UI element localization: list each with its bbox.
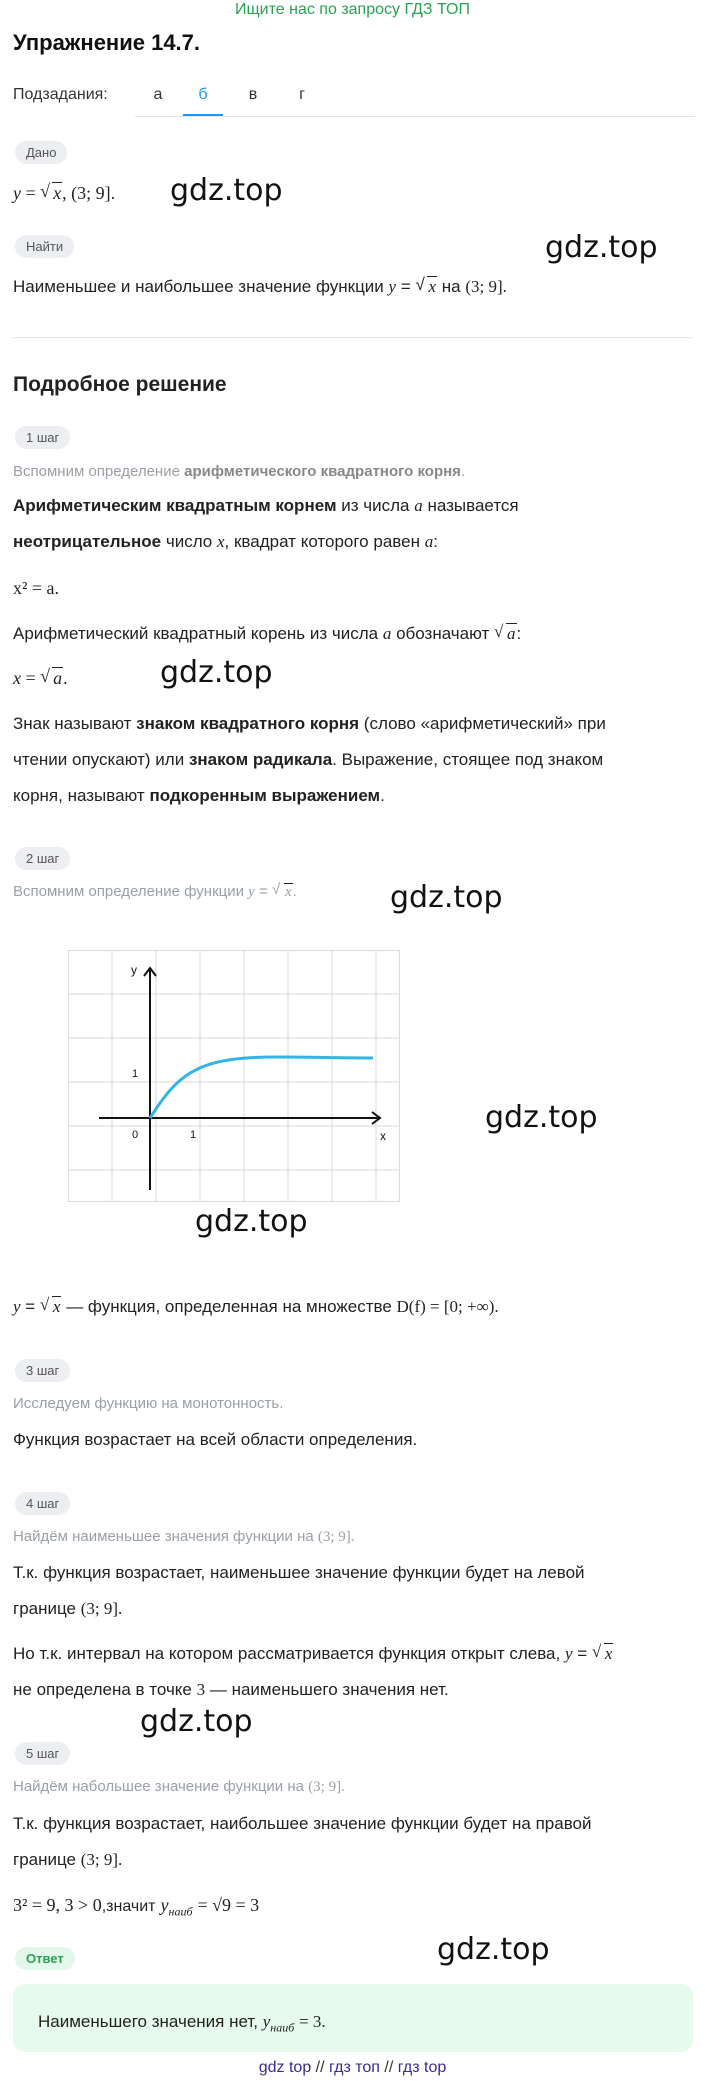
watermark: gdz.top (485, 1100, 598, 1135)
step3-text: Функция возрастает на всей области определения. (13, 1430, 418, 1449)
tabs-divider (135, 116, 695, 117)
step1-sign-line2: чтении опускают) или знаком радикала. Выражение, стоящее под знаком (13, 750, 604, 769)
step1-def-line1: Арифметическим квадратным корнем из числа a называется (13, 496, 519, 515)
step2-tag: 2 шаг (15, 847, 70, 870)
step2-domain: y = √ x — функция, определенная на множестве D(f) = [0; +∞). (13, 1295, 499, 1316)
step1-hint: Вспомним определение арифметического квадратного корня. (13, 463, 466, 480)
watermark: gdz.top (140, 1704, 253, 1739)
step4-line4: не определена в точке 3 — наименьшего значения нет. (13, 1680, 449, 1699)
watermark: gdz.top (437, 1932, 550, 1967)
step1-tag: 1 шаг (15, 426, 70, 449)
footer-links (0, 2059, 705, 2077)
step5-tag: 5 шаг (15, 1742, 70, 1765)
graph-ytick: 1 (132, 1068, 139, 1080)
step1-eq2: x = √ a. (13, 666, 68, 688)
step5-line1: Т.к. функция возрастает, наибольшее значение функции будет на правой (13, 1814, 592, 1833)
watermark: gdz.top (160, 655, 273, 690)
footer-link-1[interactable]: gdz top (258, 2059, 312, 2076)
graph-axes (99, 968, 380, 1190)
step5-calc: 3² = 9, 3 > 0,значит $y_{наиб} = √9 = 3$ (13, 1895, 260, 1919)
step4-line2: границе (3; 9]. (13, 1599, 123, 1618)
watermark: gdz.top (545, 230, 658, 265)
sqrt-curve (150, 1057, 373, 1118)
watermark: gdz.top (170, 173, 283, 208)
step1-notation: Арифметический квадратный корень из числа a обозначают √ a: (13, 622, 522, 643)
step3-hint: Исследуем функцию на монотонность. (13, 1395, 284, 1412)
graph-ylabel: y (131, 963, 137, 977)
graph-origin: 0 (132, 1129, 139, 1141)
graph-xlabel: x (380, 1129, 386, 1143)
sqrt-graph (68, 950, 400, 1202)
watermark: gdz.top (390, 880, 503, 915)
step4-hint: Найдём наименьшее значения функции на (3; 9]. (13, 1528, 355, 1545)
step4-tag: 4 шаг (15, 1492, 70, 1515)
solution-title: Подробное решение (13, 373, 227, 396)
footer-sep: // (315, 2059, 325, 2076)
page-title: Упражнение 14.7. (13, 30, 201, 55)
step3-tag: 3 шаг (15, 1359, 70, 1382)
step5-line2: границе (3; 9]. (13, 1850, 123, 1869)
step5-hint: Найдём набольшее значение функции на (3; 9]. (13, 1778, 345, 1795)
tab-g[interactable]: г (299, 86, 305, 103)
answer-text: Наименьшего значения нет, $y_{наиб} = 3$. (38, 2012, 326, 2035)
find-tag: Найти (15, 235, 74, 258)
step4-line3: Но т.к. интервал на котором рассматривается функция открыт слева, y = √ x (13, 1642, 613, 1663)
tab-b[interactable]: б (198, 86, 208, 103)
given-tag: Дано (15, 141, 67, 164)
footer-sep: // (384, 2059, 394, 2076)
top-banner[interactable]: Ищите нас по запросу ГДЗ ТОП (235, 1, 470, 18)
step2-hint: Вспомним определение функции y = √ x. (13, 881, 297, 900)
given-expr: y = √ x, (3; 9]. (13, 181, 116, 203)
step1-sign-line1: Знак называют знаком квадратного корня (слово «арифметический» при (13, 714, 606, 733)
subtasks-label: Подзадания: (13, 86, 108, 103)
step4-line1: Т.к. функция возрастает, наименьшее значение функции будет на левой (13, 1563, 585, 1582)
find-text: Наименьшее и наибольшее значение функции y = √ x на (3; 9]. (13, 275, 507, 296)
section-divider (13, 337, 693, 338)
step1-def-line2: неотрицательное число x, квадрат которого равен a: (13, 532, 438, 551)
watermark: gdz.top (195, 1204, 308, 1239)
answer-tag: Ответ (15, 1947, 75, 1970)
tab-v[interactable]: в (248, 86, 258, 103)
graph-xtick: 1 (190, 1129, 197, 1141)
tab-a[interactable]: а (153, 86, 163, 103)
footer-link-3[interactable]: гдз top (397, 2059, 447, 2076)
subtask-tabs (135, 82, 315, 116)
step1-eq1: x² = a. (13, 578, 60, 598)
step1-sign-line3: корня, называют подкоренным выражением. (13, 786, 385, 805)
graph-grid (68, 950, 400, 1202)
footer-link-2[interactable]: гдз топ (329, 2059, 380, 2076)
